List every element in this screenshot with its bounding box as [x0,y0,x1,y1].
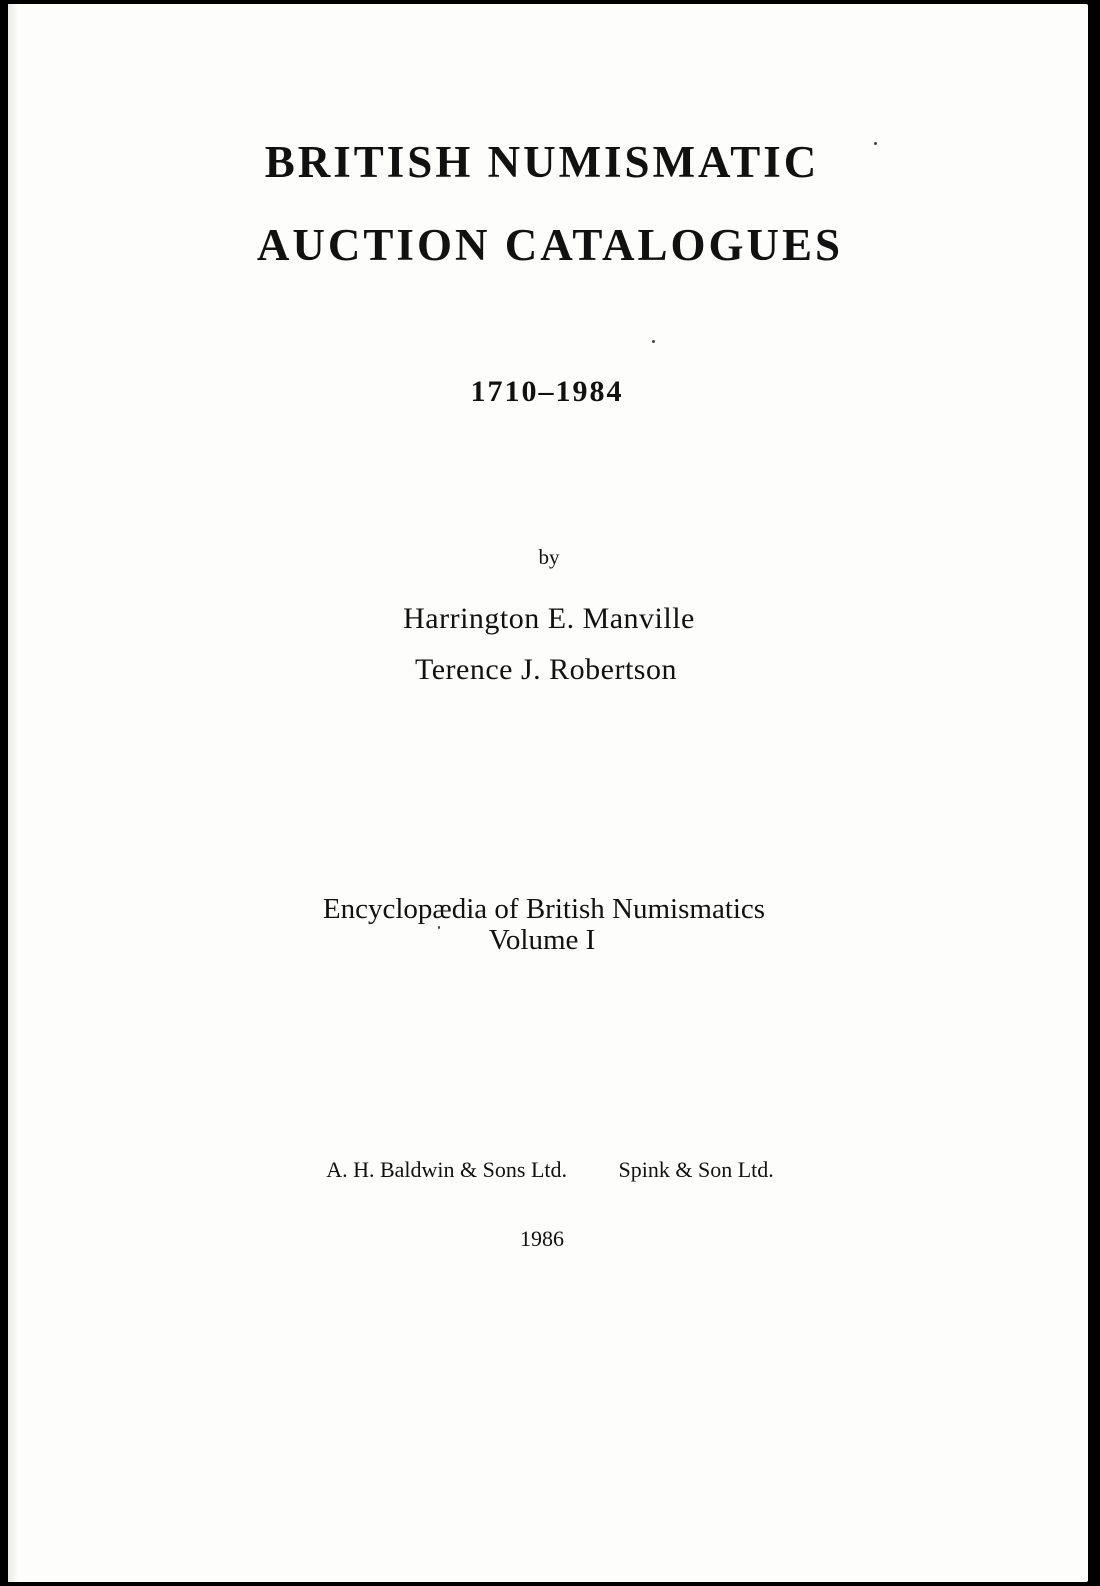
publisher-name: A. H. Baldwin & Sons Ltd. [326,1157,568,1182]
by-label: by [538,545,560,569]
publication-year: 1986 [520,1226,564,1251]
book-title-line-1: BRITISH NUMISMATIC [264,137,820,187]
date-range: 1710–1984 [470,375,624,408]
author-name: Terence J. Robertson [415,653,677,686]
author-name: Harrington E. Manville [403,602,695,635]
series-title: Encyclopædia of British Numismatics [322,893,766,925]
book-title-line-2: AUCTION CATALOGUES [256,220,844,270]
scan-speck [652,340,655,343]
publisher-name: Spink & Son Ltd. [618,1157,774,1182]
publishers-line [0,1157,1100,1183]
series-volume: Volume I [488,924,596,956]
